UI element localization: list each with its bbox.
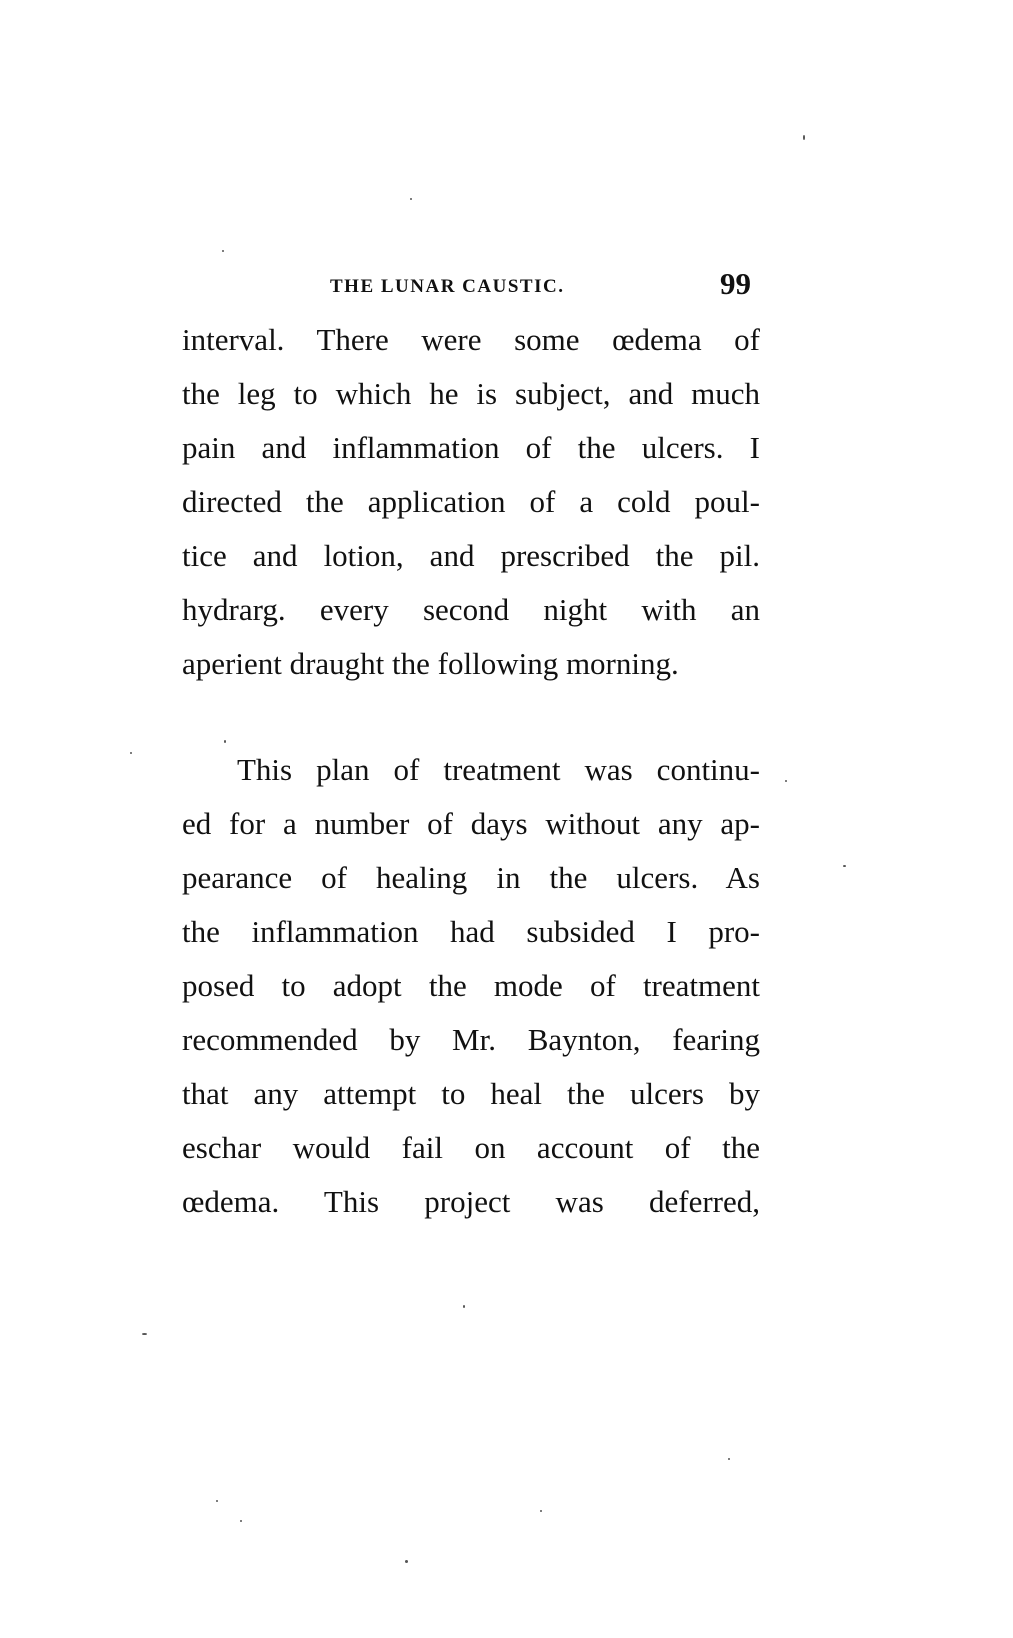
scan-speck (216, 1500, 218, 1502)
scan-speck (540, 1510, 542, 1512)
scan-speck (142, 1333, 147, 1335)
text-line: interval. There were some œdema of (182, 322, 760, 357)
scan-speck (410, 198, 412, 200)
text-line: aperient draught the following morning. (182, 646, 679, 681)
scan-speck (130, 752, 132, 754)
text-line: eschar would fail on account of the (182, 1130, 760, 1165)
text-line: hydrarg. every second night with an (182, 592, 760, 627)
text-line: This plan of treatment was continu- (237, 752, 760, 787)
scan-speck (224, 740, 226, 743)
text-line: the leg to which he is subject, and much (182, 376, 760, 411)
text-line: posed to adopt the mode of treatment (182, 968, 760, 1003)
scan-speck (463, 1305, 465, 1308)
page-number: 99 (720, 266, 751, 301)
text-line: tice and lotion, and prescribed the pil. (182, 538, 760, 573)
scan-speck (843, 865, 846, 867)
text-line: ed for a number of days without any ap- (182, 806, 760, 841)
running-head-title: THE LUNAR CAUSTIC. (330, 276, 565, 297)
scan-speck (222, 250, 224, 252)
text-line: the inflammation had subsided I pro- (182, 914, 760, 949)
scan-speck (240, 1520, 242, 1522)
text-line: recommended by Mr. Baynton, fearing (182, 1022, 760, 1057)
text-line: pain and inflammation of the ulcers. I (182, 430, 760, 465)
text-line: pearance of healing in the ulcers. As (182, 860, 760, 895)
scan-speck (405, 1560, 408, 1563)
text-line: that any attempt to heal the ulcers by (182, 1076, 760, 1111)
scan-speck (728, 1458, 730, 1460)
text-line: œdema. This project was deferred, (182, 1184, 760, 1219)
scan-speck (803, 135, 805, 140)
scan-speck (785, 780, 787, 782)
text-line: directed the application of a cold poul- (182, 484, 760, 519)
